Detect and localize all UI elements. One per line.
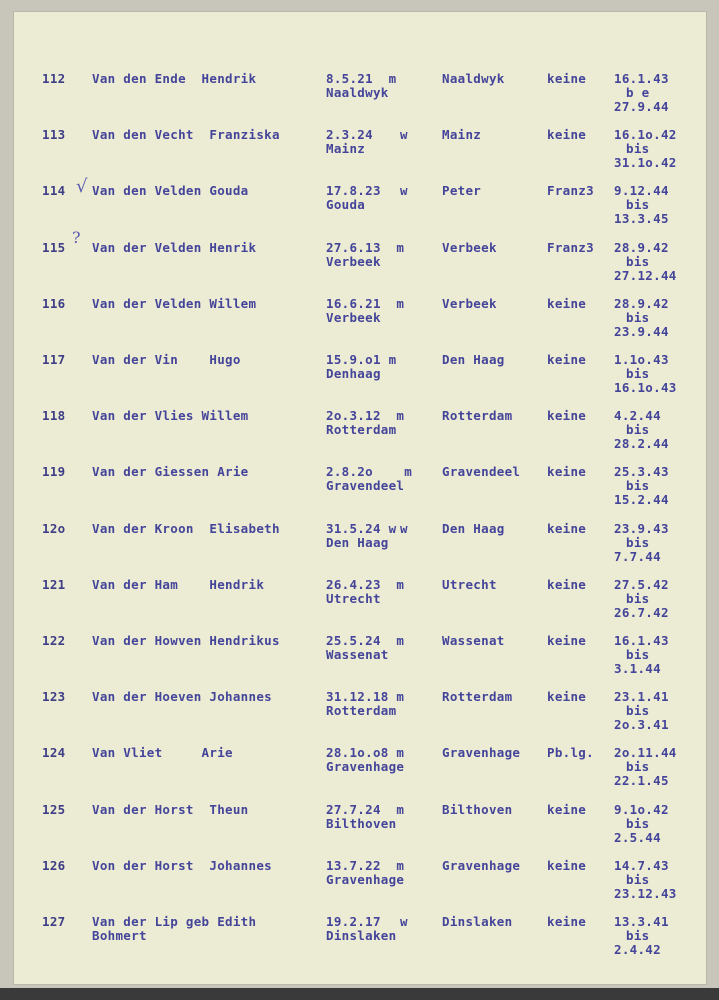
cell-name: Van der Ham Hendrik — [92, 576, 265, 592]
cell-name: Van der Howven Hendrikus — [92, 633, 280, 648]
cell-p3: 2.5.44 — [614, 829, 661, 845]
cell-p1: 9.1o.42 — [614, 801, 669, 817]
cell-num: 123 — [42, 689, 66, 705]
cell-ins: keine — [547, 857, 587, 873]
table-row — [14, 915, 706, 971]
cell-ins: keine — [547, 520, 587, 536]
cell-p2: bis — [626, 141, 650, 157]
cell-p3: 2.4.42 — [614, 942, 661, 957]
cell-sex: w — [400, 914, 408, 929]
cell-name: Van der Kroon Elisabeth — [92, 520, 280, 536]
cell-date2: Gravendeel — [326, 478, 405, 494]
cell-p3: 2o.3.41 — [614, 717, 669, 733]
cell-name: Van der Velden Willem — [92, 295, 257, 311]
table-row — [14, 465, 706, 521]
cell-name: Van der Giessen Arie — [92, 464, 249, 480]
cell-name: Van der Velden Henrik — [92, 239, 257, 255]
cell-place: Naaldwyk — [442, 71, 505, 86]
cell-p1: 27.5.42 — [614, 576, 669, 592]
cell-place: Rotterdam — [442, 689, 513, 705]
cell-p3: 27.12.44 — [614, 267, 677, 283]
cell-p2: bis — [626, 590, 650, 606]
cell-name2: Bohmert — [92, 928, 147, 943]
cell-p3: 27.9.44 — [614, 99, 669, 114]
table-row — [14, 859, 706, 915]
cell-name: Van der Vin Hugo — [92, 352, 241, 367]
cell-date2: Rotterdam — [326, 703, 397, 719]
cell-place: Rotterdam — [442, 408, 513, 424]
cell-num: 12o — [42, 520, 66, 536]
cell-date2: Wassenat — [326, 647, 389, 662]
cell-date1: 13.7.22 m — [326, 857, 405, 873]
cell-date2: Dinslaken — [326, 928, 397, 943]
cell-num: 118 — [42, 408, 66, 424]
cell-name: Van der Horst Theun — [92, 801, 249, 817]
cell-num: 114 — [42, 183, 66, 199]
table-row — [14, 409, 706, 465]
cell-date2: Verbeek — [326, 309, 381, 325]
cell-p1: 25.3.43 — [614, 464, 669, 480]
cell-p2: bis — [626, 703, 650, 719]
cell-ins: keine — [547, 127, 587, 143]
cell-place: Gravenhage — [442, 857, 521, 873]
cell-ins: keine — [547, 801, 587, 817]
cell-date2: Gravenhage — [326, 759, 405, 775]
cell-p2: bis — [626, 197, 650, 213]
cell-ins: keine — [547, 914, 587, 929]
table-row — [14, 522, 706, 578]
cell-p1: 1.1o.43 — [614, 352, 669, 367]
cell-date2: Gouda — [326, 197, 366, 213]
cell-p3: 26.7.42 — [614, 604, 669, 620]
cell-ins: keine — [547, 633, 587, 648]
cell-sex: w — [400, 520, 408, 536]
table-row — [14, 578, 706, 634]
cell-num: 116 — [42, 295, 66, 311]
cell-place: Peter — [442, 183, 482, 199]
table-row — [14, 803, 706, 859]
cell-date2: Verbeek — [326, 253, 381, 269]
cell-p3: 7.7.44 — [614, 548, 661, 564]
cell-p1: 4.2.44 — [614, 408, 661, 424]
table-row — [14, 690, 706, 746]
table-row — [14, 227, 706, 297]
cell-date2: Utrecht — [326, 590, 381, 606]
cell-ins: Franz3 — [547, 183, 594, 199]
cell-sex: w — [400, 127, 408, 143]
cell-date1: 15.9.o1 m — [326, 352, 397, 367]
cell-p3: 23.9.44 — [614, 323, 669, 339]
cell-place: Verbeek — [442, 295, 497, 311]
cell-date2: Rotterdam — [326, 422, 397, 438]
cell-p1: 13.3.41 — [614, 914, 669, 929]
cell-ins: keine — [547, 408, 587, 424]
cell-num: 115 — [42, 239, 66, 255]
cell-place: Verbeek — [442, 239, 497, 255]
cell-p2: bis — [626, 478, 650, 494]
cell-place: Dinslaken — [442, 914, 513, 929]
cell-sex: w — [400, 183, 408, 199]
cell-place: Bilthoven — [442, 801, 513, 817]
cell-place: Utrecht — [442, 576, 497, 592]
cell-date2: Mainz — [326, 141, 366, 157]
cell-ins: keine — [547, 71, 587, 86]
cell-ins: keine — [547, 352, 587, 367]
cell-num: 113 — [42, 127, 66, 143]
cell-date1: 28.1o.o8 m — [326, 745, 405, 761]
cell-name: Van der Hoeven Johannes — [92, 689, 272, 705]
cell-ins: keine — [547, 689, 587, 705]
cell-name: Von der Horst Johannes — [92, 857, 272, 873]
cell-p1: 23.9.43 — [614, 520, 669, 536]
index-card-page — [14, 12, 706, 984]
cell-p3: 15.2.44 — [614, 492, 669, 508]
cell-p2: bis — [626, 928, 650, 943]
cell-p2: bis — [626, 309, 650, 325]
cell-place: Wassenat — [442, 633, 505, 648]
cell-p2: bis — [626, 871, 650, 887]
cell-p1: 16.1.43 — [614, 633, 669, 648]
cell-p2: bis — [626, 815, 650, 831]
cell-name: Van der Lip geb Edith — [92, 914, 257, 929]
cell-name: Van den Velden Gouda — [92, 183, 249, 199]
cell-p1: 28.9.42 — [614, 295, 669, 311]
cell-p3: 3.1.44 — [614, 661, 661, 676]
cell-ins: keine — [547, 576, 587, 592]
cell-date1: 2o.3.12 m — [326, 408, 405, 424]
cell-num: 119 — [42, 464, 66, 480]
cell-date1: 27.6.13 m — [326, 239, 405, 255]
cell-p1: 16.1o.42 — [614, 127, 677, 143]
table-row — [14, 353, 706, 409]
cell-date2: Gravenhage — [326, 871, 405, 887]
cell-p3: 31.1o.42 — [614, 155, 677, 171]
cell-p1: 14.7.43 — [614, 857, 669, 873]
table-row — [14, 746, 706, 802]
cell-ins: keine — [547, 295, 587, 311]
cell-ins: Pb.lg. — [547, 745, 594, 761]
cell-p2: bis — [626, 759, 650, 775]
cell-p2: bis — [626, 366, 650, 381]
cell-p2: bis — [626, 534, 650, 550]
cell-place: Den Haag — [442, 520, 505, 536]
cell-date1: 25.5.24 m — [326, 633, 405, 648]
cell-num: 112 — [42, 71, 66, 86]
cell-num: 126 — [42, 857, 66, 873]
cell-p1: 9.12.44 — [614, 183, 669, 199]
cell-ins: keine — [547, 464, 587, 480]
cell-place: Den Haag — [442, 352, 505, 367]
cell-p3: 23.12.43 — [614, 885, 677, 901]
cell-date1: 2.3.24 — [326, 127, 373, 143]
cell-p2: bis — [626, 422, 650, 438]
cell-date1: 2.8.2o m — [326, 464, 413, 480]
cell-p2: bis — [626, 253, 650, 269]
cell-date1: 19.2.17 — [326, 914, 381, 929]
cell-date2: Naaldwyk — [326, 85, 389, 100]
cell-p1: 16.1.43 — [614, 71, 669, 86]
cell-p2: b e — [626, 85, 650, 100]
scan-border — [0, 988, 719, 1000]
cell-date1: 27.7.24 m — [326, 801, 405, 817]
cell-ins: Franz3 — [547, 239, 594, 255]
cell-date2: Denhaag — [326, 366, 381, 381]
cell-date1: 26.4.23 m — [326, 576, 405, 592]
cell-date2: Den Haag — [326, 534, 389, 550]
cell-place: Gravendeel — [442, 464, 521, 480]
cell-name: Van der Vlies Willem — [92, 408, 249, 424]
cell-p3: 22.1.45 — [614, 773, 669, 789]
table-row — [14, 634, 706, 690]
cell-num: 117 — [42, 352, 66, 367]
cell-p3: 13.3.45 — [614, 211, 669, 227]
cell-name: Van den Ende Hendrik — [92, 71, 257, 86]
cell-p3: 28.2.44 — [614, 436, 669, 452]
cell-p1: 2o.11.44 — [614, 745, 677, 761]
cell-p1: 23.1.41 — [614, 689, 669, 705]
cell-num: 124 — [42, 745, 66, 761]
cell-date2: Bilthoven — [326, 815, 397, 831]
cell-p1: 28.9.42 — [614, 239, 669, 255]
table-row — [14, 297, 706, 353]
table-row — [14, 128, 706, 184]
table-row — [14, 176, 706, 240]
cell-num: 127 — [42, 914, 66, 929]
cell-num: 122 — [42, 633, 66, 648]
cell-name: Van Vliet Arie — [92, 745, 233, 761]
cell-date1: 31.5.24 w — [326, 520, 397, 536]
checkmark-icon: √ — [76, 176, 88, 198]
cell-date1: 31.12.18 m — [326, 689, 405, 705]
cell-p2: bis — [626, 647, 650, 662]
cell-date1: 8.5.21 m — [326, 71, 397, 86]
cell-date1: 16.6.21 m — [326, 295, 405, 311]
question-mark-icon: ? — [72, 227, 81, 247]
cell-p3: 16.1o.43 — [614, 380, 677, 395]
cell-num: 125 — [42, 801, 66, 817]
cell-place: Gravenhage — [442, 745, 521, 761]
cell-date1: 17.8.23 — [326, 183, 381, 199]
cell-name: Van den Vecht Franziska — [92, 127, 280, 143]
cell-num: 121 — [42, 576, 66, 592]
table-row — [14, 72, 706, 128]
cell-place: Mainz — [442, 127, 482, 143]
